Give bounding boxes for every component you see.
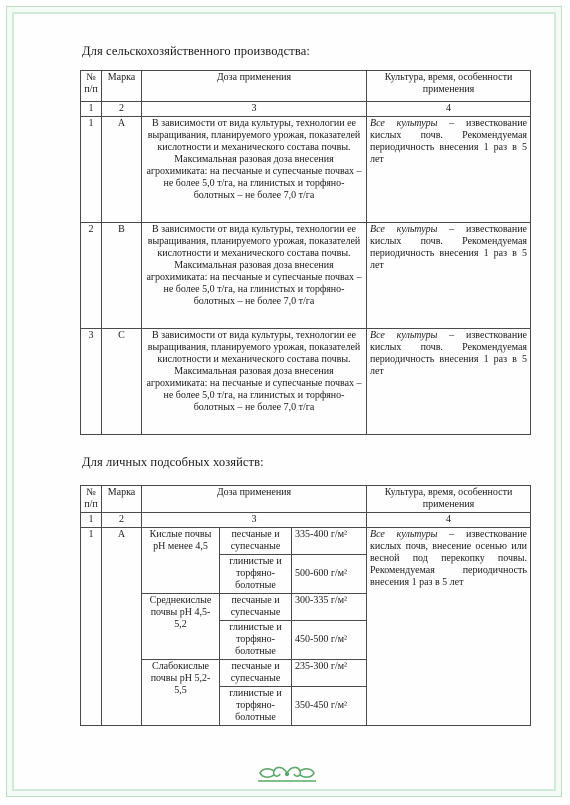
index-cell: 4	[367, 513, 531, 528]
ornament-icon	[256, 763, 318, 783]
header-dose: Доза применения	[142, 486, 367, 513]
soil-type: глинистые и торфяно-болотные	[220, 687, 292, 726]
header-culture: Культура, время, особенности применения	[367, 71, 531, 102]
row-num: 3	[81, 329, 102, 435]
row-num: 1	[81, 528, 102, 726]
culture-text: – известкование кислых почв, внесение осенью или весной под перекопку почвы. Рекомендуемая периодичность внесения 1 раз в 5 лет	[370, 529, 527, 588]
header-num: № п/п	[81, 486, 102, 513]
dose-value: 450-500 г/м²	[292, 621, 367, 660]
index-cell: 1	[81, 102, 102, 117]
dose-value: 335-400 г/м²	[292, 528, 367, 555]
dose-value: 350-450 г/м²	[292, 687, 367, 726]
section1-heading: Для сельскохозяйственного производства:	[82, 44, 310, 58]
index-cell: 4	[367, 102, 531, 117]
soil-type: песчаные и супесчаные	[220, 594, 292, 621]
culture-emphasis: Все культуры	[370, 118, 438, 129]
index-cell: 2	[102, 513, 142, 528]
row-brand: А	[102, 528, 142, 726]
row-culture	[367, 329, 531, 435]
culture-emphasis: Все культуры	[370, 330, 438, 341]
header-brand: Марка	[102, 71, 142, 102]
row-brand: В	[102, 223, 142, 329]
soil-group: Слабокислые почвы рН 5,2-5,5	[142, 660, 220, 726]
culture-text: – известкование кислых почв. Рекомендуемая периодичность внесения 1 раз в 5 лет	[370, 224, 527, 271]
dose-value: 235-300 г/м²	[292, 660, 367, 687]
culture-text: – известкование кислых почв. Рекомендуемая периодичность внесения 1 раз в 5 лет	[370, 330, 527, 377]
row-culture	[367, 223, 531, 329]
soil-type: глинистые и торфяно-болотные	[220, 621, 292, 660]
soil-type: песчаные и супесчаные	[220, 528, 292, 555]
culture-emphasis: Все культуры	[370, 529, 438, 540]
soil-group: Среднекислые почвы рН 4,5-5,2	[142, 594, 220, 660]
soil-type: глинистые и торфяно-болотные	[220, 555, 292, 594]
row-num: 1	[81, 117, 102, 223]
row-dose: В зависимости от вида культуры, технологии ее выращивания, планируемого урожая, показателей кислотности и механического состава почвы. Максимальная разовая доза внесения агрохимиката: на песчаные и супесчаные почвах – не более 5,0 т/га, на глинистых и торфяно-болотных – не более 7,0 т/га	[142, 223, 367, 329]
row-dose: В зависимости от вида культуры, технологии ее выращивания, планируемого урожая, показателей кислотности и механического состава почвы. Максимальная разовая доза внесения агрохимиката: на песчаные и супесчаные почвах – не более 5,0 т/га, на глинистых и торфяно-болотных – не более 7,0 т/га	[142, 117, 367, 223]
header-culture: Культура, время, особенности применения	[367, 486, 531, 513]
row-brand: А	[102, 117, 142, 223]
dose-value: 500-600 г/м²	[292, 555, 367, 594]
dose-value: 300-335 г/м²	[292, 594, 367, 621]
header-num: № п/п	[81, 71, 102, 102]
culture-text: – известкование кислых почв. Рекомендуемая периодичность внесения 1 раз в 5 лет	[370, 118, 527, 165]
table-row	[81, 329, 531, 435]
row-culture	[367, 528, 531, 726]
table-row	[81, 117, 531, 223]
index-cell: 2	[102, 102, 142, 117]
header-dose: Доза применения	[142, 71, 367, 102]
table-row	[81, 223, 531, 329]
row-dose: В зависимости от вида культуры, технологии ее выращивания, планируемого урожая, показателей кислотности и механического состава почвы. Максимальная разовая доза внесения агрохимиката: на песчаные и супесчаные почвах – не более 5,0 т/га, на глинистых и торфяно-болотных – не более 7,0 т/га	[142, 329, 367, 435]
culture-emphasis: Все культуры	[370, 224, 438, 235]
row-culture	[367, 117, 531, 223]
row-brand: С	[102, 329, 142, 435]
soil-type: песчаные и супесчаные	[220, 660, 292, 687]
header-brand: Марка	[102, 486, 142, 513]
index-cell: 3	[142, 513, 367, 528]
index-cell: 3	[142, 102, 367, 117]
row-num: 2	[81, 223, 102, 329]
household-table	[80, 485, 531, 726]
section2-heading: Для личных подсобных хозяйств:	[82, 455, 264, 469]
soil-group: Кислые почвы рН менее 4,5	[142, 528, 220, 594]
index-cell: 1	[81, 513, 102, 528]
agri-table	[80, 70, 531, 435]
